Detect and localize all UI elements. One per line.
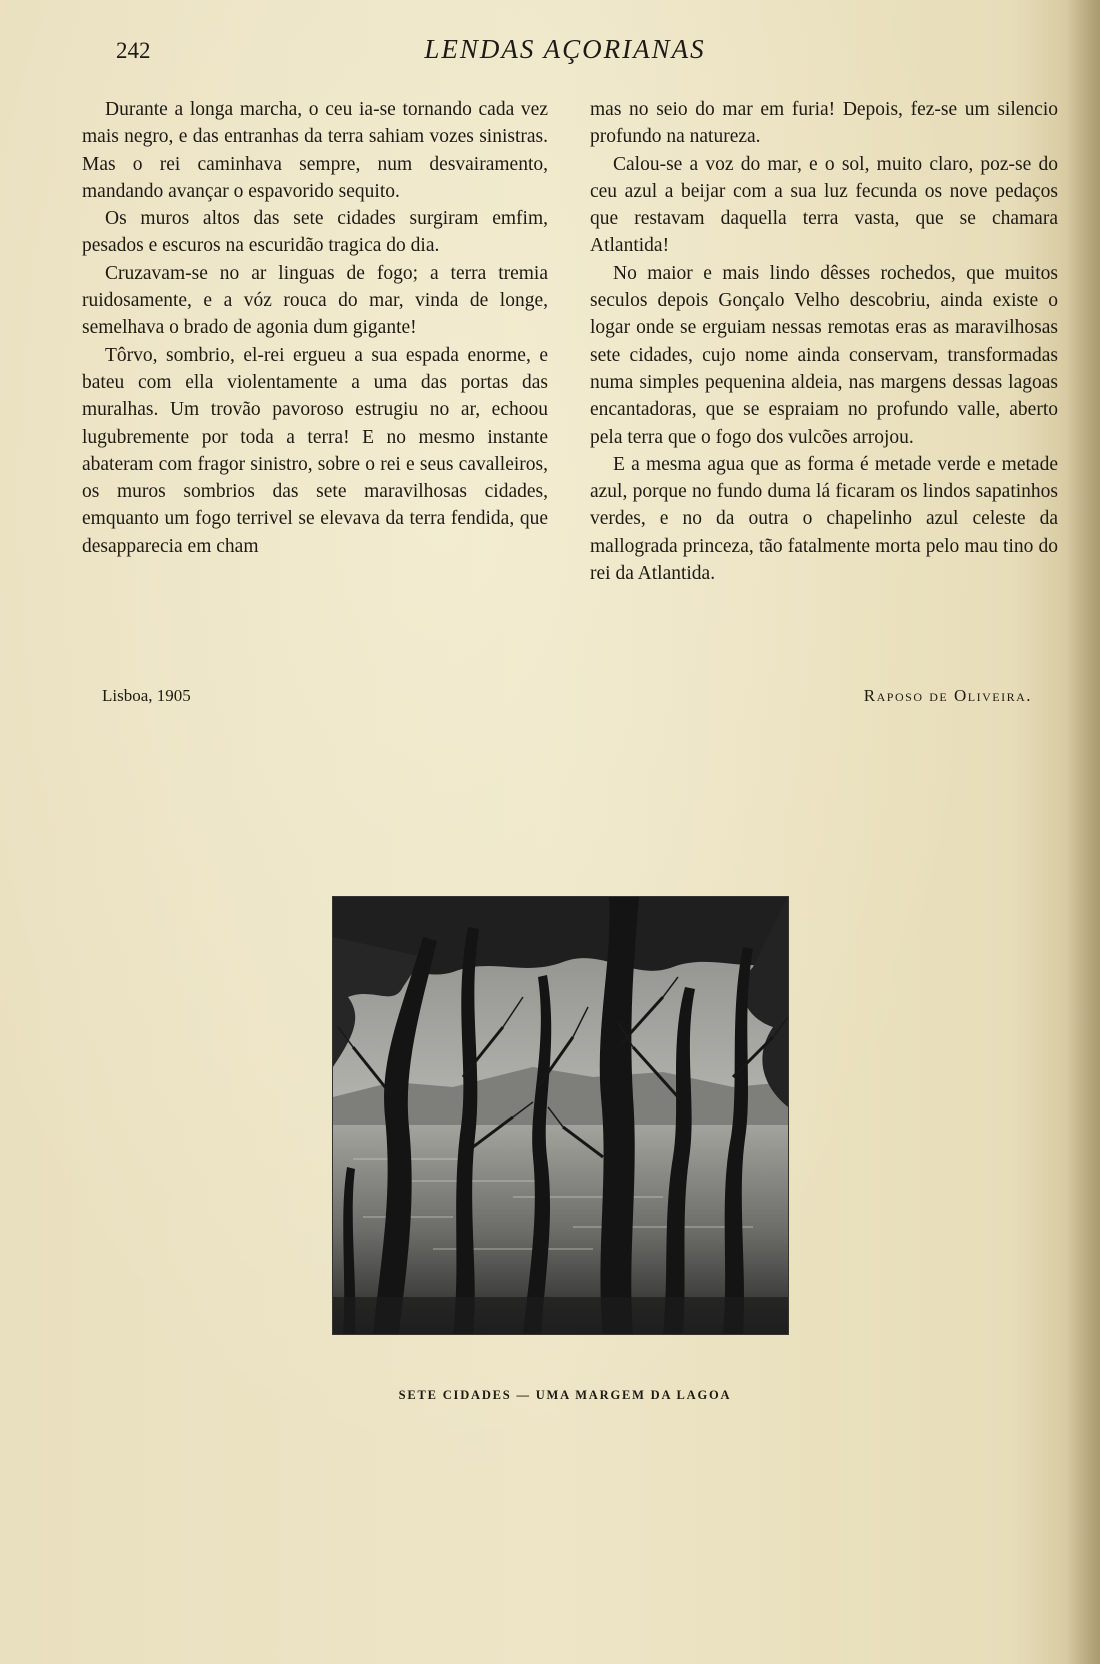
paragraph: Os muros altos das sete cidades surgiram emfim, pesados e escuros na escuridão tragica do dia. [82,208,548,257]
paragraph: Tôrvo, sombrio, el-rei ergueu a sua espada enorme, e bateu com ella violentamente a uma das portas das muralhas. Um trovão pavoroso estrugiu no ar, echoou lugubremente por toda a terra! E no mesmo instante abateram com fragor sinistro, sobre o rei e seus cavalleiros, os muros sombrios das sete maravilhosas cidades, emquanto um fogo terrivel se elevava da terra fendida, que desapparecia em cham [82,344,548,557]
place-date: Lisboa, 1905 [102,686,191,705]
page-header [0,30,1100,70]
paragraph: E a mesma agua que as forma é metade verde e metade azul, porque no fundo duma lá ficaram os lindos sapatinhos verdes, e no da outra o chapelinho azul celeste da mallograda princeza, tão fatalmente morta pelo mau tino do rei da Atlantida. [590,453,1058,585]
left-column [82,96,548,560]
paragraph: Calou-se a voz do mar, e o sol, muito claro, poz-se do ceu azul a beijar com a sua luz fecunda os nove pedaços que restavam daquella terra vasta, que se chamara Atlantida! [590,153,1058,257]
author-signature: Raposo de Oliveira. [863,686,1032,705]
paragraph-continuation: mas no seio do mar em furia! Depois, fez-se um silencio profundo na natureza. [590,99,1058,148]
paragraph: No maior e mais lindo dêsses rochedos, que muitos seculos depois Gonçalo Velho descobriu, ainda existe o logar onde se erguiam nessas remotas eras as maravilhosas sete cidades, cujo nome ainda conservam, transformadas numa simples pequenina aldeia, nas margens dessas lagoas encantadoras, que se espraiam no profundo valle, aberto pela terra que o fogo dos vulcões arrojou. [590,262,1058,448]
lake-shore-photograph [333,897,788,1334]
paragraph: Durante a longa marcha, o ceu ia-se tornando cada vez mais negro, e das entranhas da terra sahiam vozes sinistras. Mas o rei caminhava sempre, num desvairamento, mandando avançar o espavorido sequito. [82,99,548,202]
right-column [590,96,1058,587]
figure-caption: SETE CIDADES — UMA MARGEM DA LAGOA [398,1388,732,1402]
signoff [0,686,1100,710]
page-edge-shadow [1066,0,1100,1664]
page-number: 242 [116,38,151,63]
running-title: LENDAS AÇORIANAS [424,34,706,64]
paragraph: Cruzavam-se no ar linguas de fogo; a terra tremia ruidosamente, e a vóz rouca do mar, vinda de longe, semelhava o brado de agonia dum gigante! [82,262,548,339]
